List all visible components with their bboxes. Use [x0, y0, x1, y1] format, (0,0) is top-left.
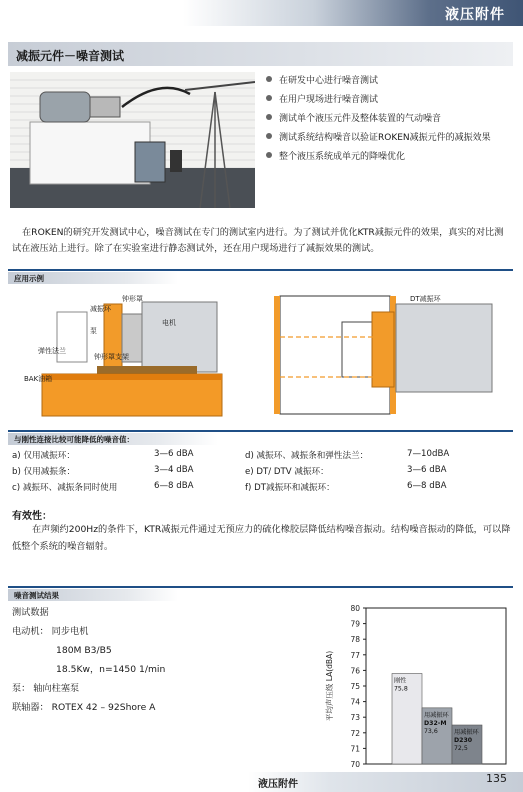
bar-label: 73,6 [424, 727, 438, 735]
noise-key: f) [245, 483, 252, 493]
label-bell-support: 钟形罩支架 [94, 353, 129, 361]
y-tick-label: 76 [350, 666, 360, 676]
bullet-icon [266, 114, 272, 120]
noise-row [12, 449, 75, 461]
feature-text: 测试单个液压元件及整体装置的气动噪音 [279, 114, 442, 124]
feature-item [266, 148, 516, 167]
bullet-icon [266, 152, 272, 158]
y-tick-label: 70 [350, 760, 360, 769]
noise-key: d) [245, 451, 254, 461]
noise-text: DT/ DTV 减振环： [256, 467, 329, 477]
bullet-icon [266, 76, 272, 82]
noise-text: 减振环、减振条和弹性法兰： [256, 451, 369, 461]
noise-text: DT减振环和减振环： [254, 483, 335, 493]
y-tick-label: 79 [350, 619, 360, 629]
feature-item [266, 72, 516, 91]
noise-value: 6—8 dBA [407, 481, 447, 491]
noise-text: 减振环、减振条同时使用 [22, 483, 118, 493]
effect-title: 有效性： [12, 511, 52, 522]
y-tick-label: 74 [350, 697, 360, 707]
page-number: 135 [486, 772, 507, 785]
test-data-line: 泵： 轴向柱塞泵 [12, 683, 80, 694]
feature-item [266, 91, 516, 110]
bullet-icon [266, 133, 272, 139]
divider-line [8, 586, 513, 588]
bar-label: D230 [454, 737, 473, 744]
noise-key: a) [12, 451, 21, 461]
bar-label: 75,8 [394, 685, 408, 693]
noise-value: 3—6 dBA [154, 449, 194, 459]
section-title: 减振元件－噪音测试 [16, 49, 125, 63]
results-title: 噪音测试结果 [14, 591, 59, 600]
application-title: 应用示例 [14, 274, 44, 283]
noise-values-right [245, 449, 515, 499]
divider-line [8, 430, 513, 432]
noise-value: 3—6 dBA [407, 465, 447, 475]
test-data [12, 603, 165, 717]
y-tick-label: 72 [350, 728, 360, 738]
test-data-line: 18.5Kw，n=1450 1/min [56, 664, 166, 675]
effect-paragraph: 在声频约200Hz的条件下，KTR减振元件通过无预应力的硫化橡胶层降低结构噪音振动。结构噪音振动的降低，可以降低整个系统的噪音辐射。 [12, 524, 511, 552]
noise-row [245, 449, 368, 461]
noise-key: b) [12, 467, 21, 477]
feature-text: 在用户现场进行噪音测试 [279, 95, 379, 105]
y-tick-label: 80 [350, 604, 360, 613]
noise-text: 仅用减振条： [23, 467, 76, 477]
noise-key: c) [12, 483, 21, 493]
noise-chart [320, 602, 516, 772]
noise-title: 与刚性连接比较可能降低的噪音值： [14, 435, 134, 444]
label-damping-ring: 减振环 [90, 305, 111, 313]
bar-label: 用减振环 [424, 711, 449, 719]
bar-label: 用减振环 [454, 729, 479, 736]
y-tick-label: 77 [350, 650, 360, 660]
y-tick-label: 73 [350, 713, 360, 723]
noise-row [12, 465, 75, 477]
label-dt-ring: DT减振环 [410, 295, 441, 303]
feature-item [266, 110, 516, 129]
feature-text: 在研发中心进行噪音测试 [279, 76, 379, 86]
divider-line [8, 269, 513, 271]
feature-list [266, 72, 516, 167]
noise-text: 仅用减振环： [23, 451, 75, 461]
test-data-line: 测试数据 [12, 607, 49, 618]
test-data-line: 联轴器： ROTEX 42 – 92Shore A [12, 702, 156, 713]
y-tick-label: 75 [350, 682, 360, 691]
footer-title: 液压附件 [258, 779, 298, 790]
y-tick-label: 71 [350, 744, 360, 754]
noise-values-left [12, 449, 252, 499]
feature-item [266, 129, 516, 148]
feature-text: 整个液压系统成单元的降噪优化 [279, 152, 406, 162]
noise-value: 3—4 dBA [154, 465, 194, 475]
label-elastic-flange: 弹性法兰 [38, 347, 66, 355]
noise-key: e) [245, 467, 254, 477]
label-motor: 电机 [162, 319, 176, 327]
test-data-line: 电动机： 同步电机 [12, 626, 89, 637]
bar-label: D32-M [424, 719, 447, 727]
noise-test-photo [10, 72, 255, 208]
y-axis-label: 平均声压级 LA(dBA) [325, 650, 334, 722]
intro-paragraph: 在ROKEN的研究开发测试中心，噪音测试在专门的测试室内进行。为了测试并优化KTR减振元件的效果，真实的对比测试在液压站上进行。除了在实验室进行静态测试外，还在用户现场进行了减振效果的测试。 [12, 227, 504, 254]
application-figure [12, 282, 512, 430]
bar-label: 72,5 [454, 745, 468, 752]
noise-value: 6—8 dBA [154, 481, 194, 491]
y-tick-label: 78 [350, 635, 360, 645]
label-bell-housing: 钟形罩 [122, 295, 143, 303]
label-bak-tank: BAK油箱 [24, 375, 53, 383]
bullet-icon [266, 95, 272, 101]
bar-label: 刚性 [394, 677, 407, 685]
noise-row [245, 481, 335, 493]
header-title: 液压附件 [445, 7, 505, 23]
noise-value: 7—10dBA [407, 449, 450, 459]
label-pump: 泵 [90, 327, 97, 335]
noise-row [245, 465, 329, 477]
test-data-line: 180M B3/B5 [56, 645, 112, 656]
noise-row [12, 481, 117, 493]
feature-text: 测试系统结构噪音以验证ROKEN减振元件的减振效果 [279, 133, 491, 143]
